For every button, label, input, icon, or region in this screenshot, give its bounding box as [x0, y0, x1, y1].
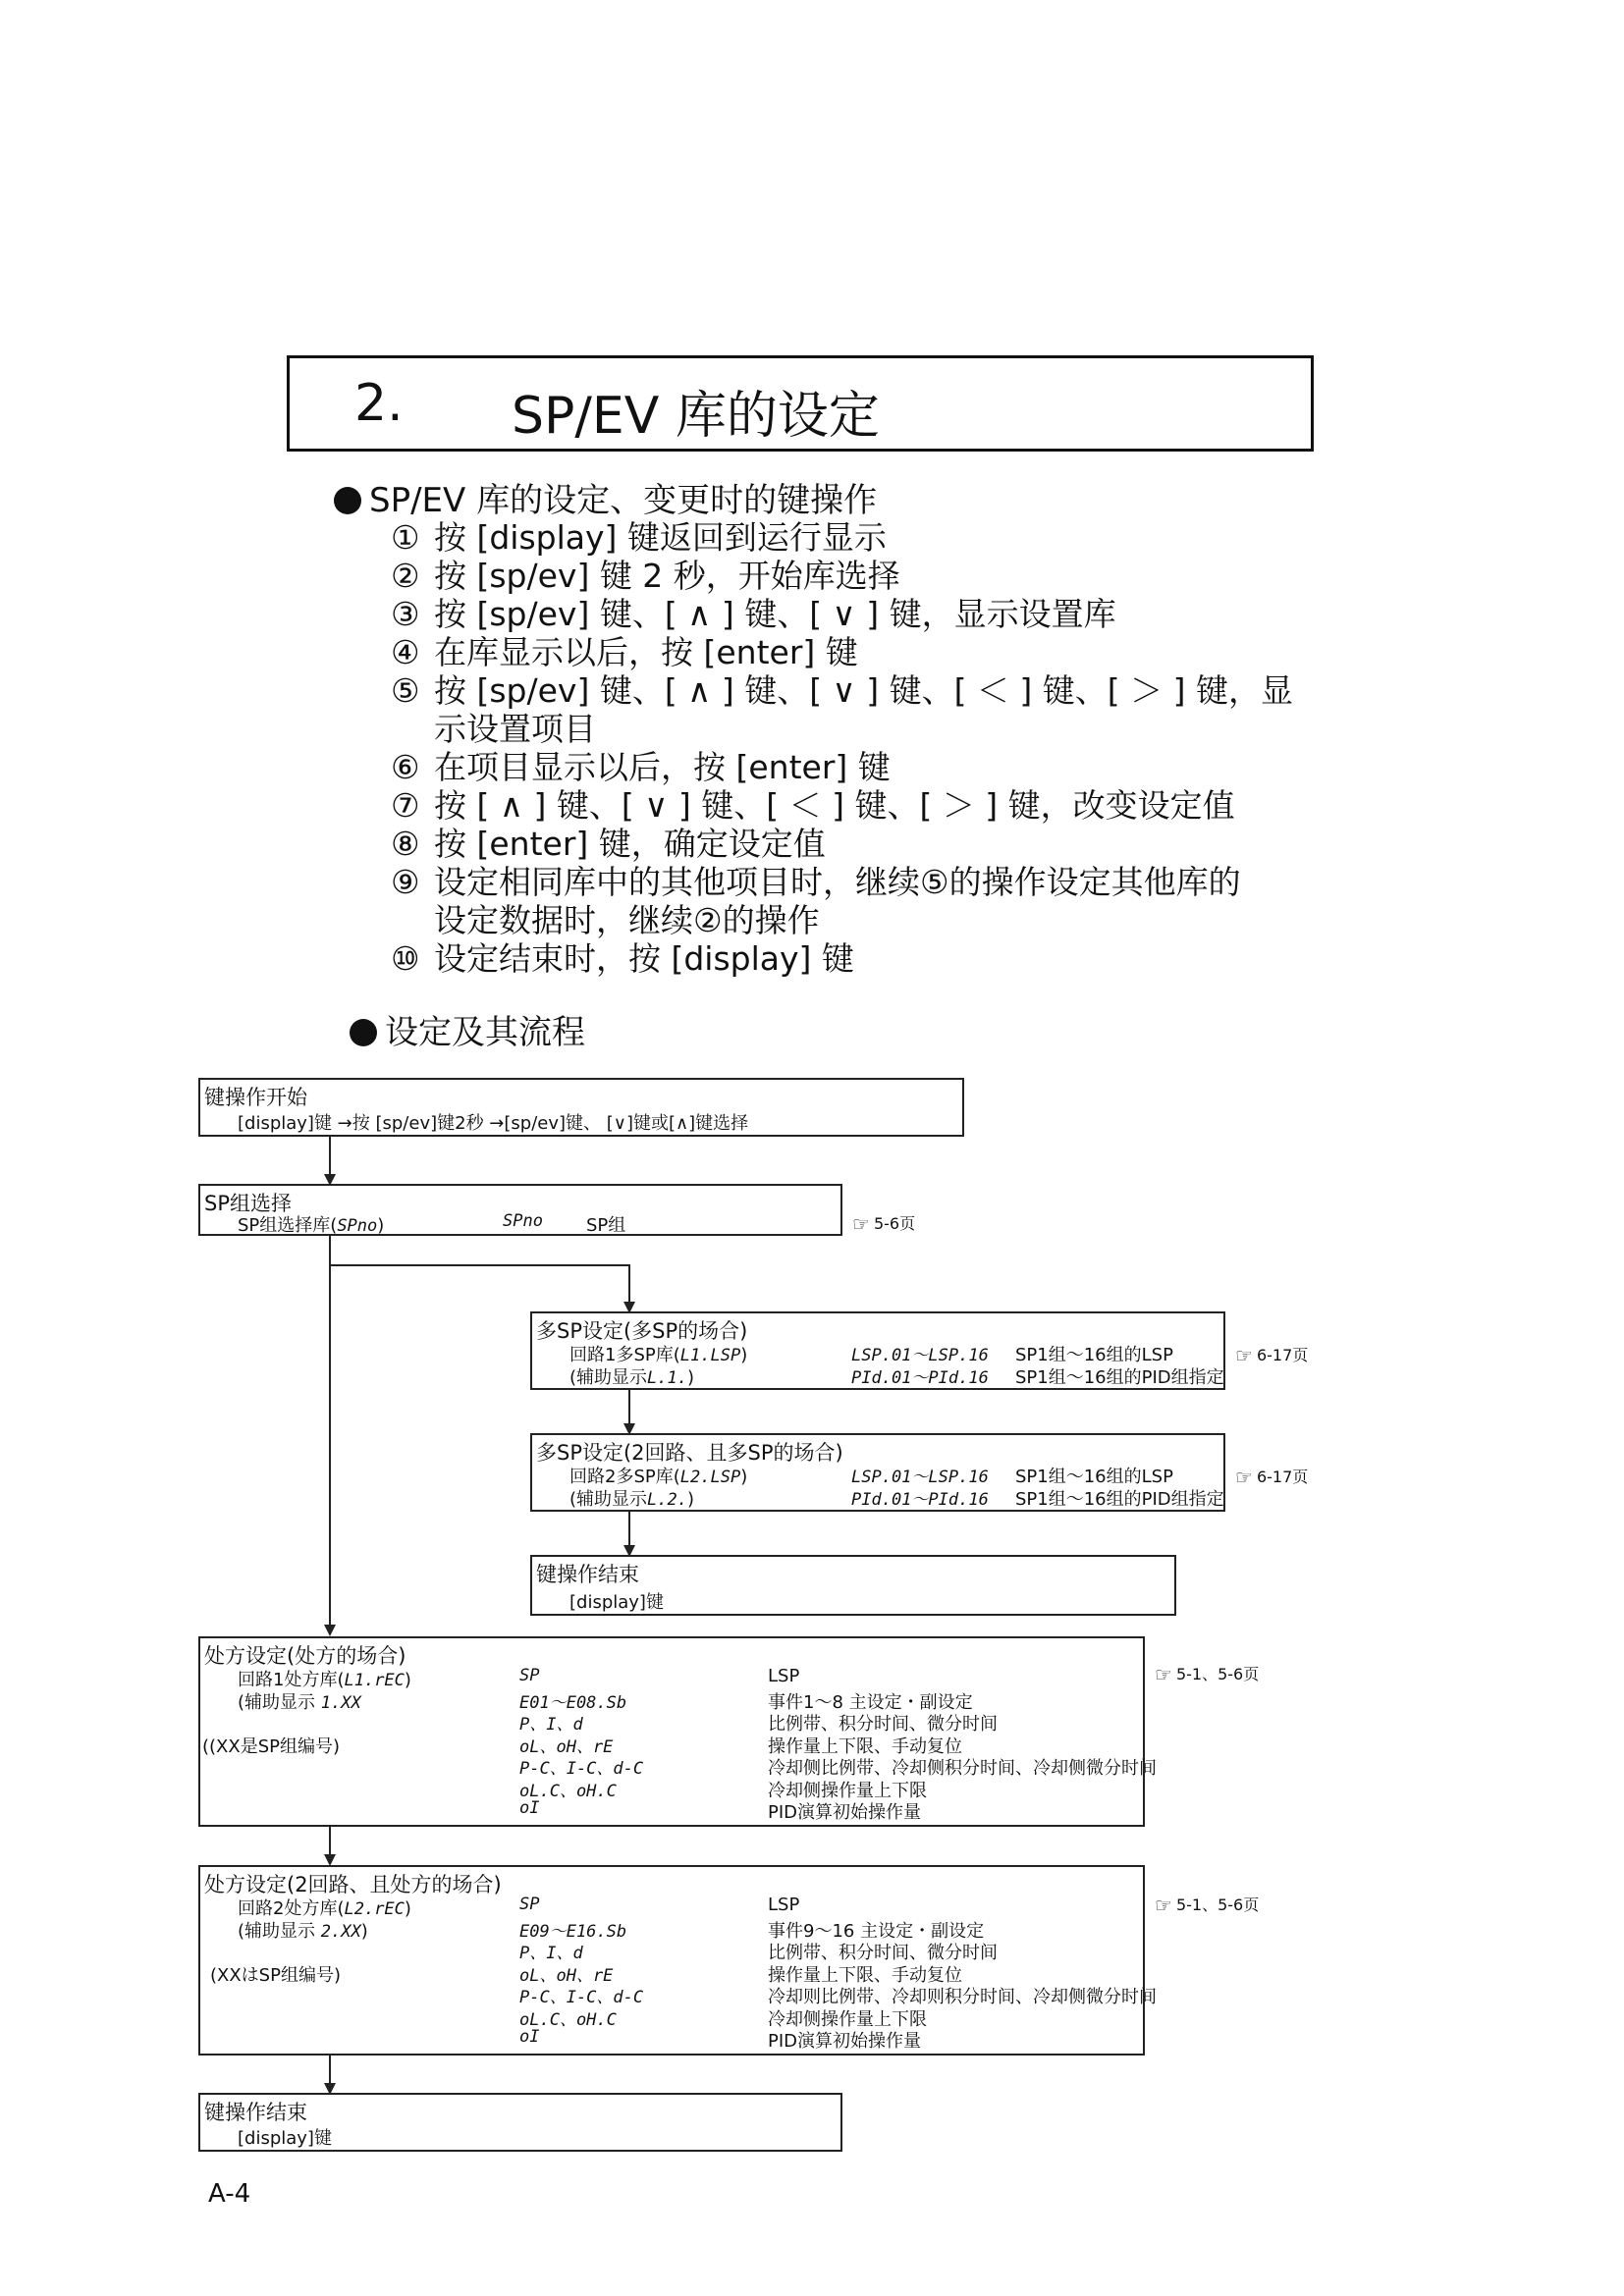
step-9: ⑨ 设定相同库中的其他项目时，继续⑤的操作设定其他库的 [391, 863, 1241, 901]
sp-group-desc: SP组 [586, 1215, 626, 1236]
recipe2-left-label: 回路2处方库(L2.rEC) [238, 1898, 411, 1919]
end2-title: 键操作结束 [204, 2101, 307, 2124]
recipe2-desc: LSP [768, 1895, 800, 1915]
step-8: ⑧ 按 [enter] 键，确定设定值 [391, 825, 826, 863]
sp-group-ref: ☞ 5-6页 [852, 1212, 916, 1236]
sp-group-label: SP组选择库(SPno) [238, 1215, 385, 1236]
key-op-end-box-2 [198, 2093, 842, 2152]
connector [628, 1390, 630, 1425]
recipe1-note: ((XX是SP组编号) [202, 1736, 341, 1757]
section-title-box [287, 355, 1314, 452]
connector [329, 2056, 331, 2085]
recipe2-lcd: E09～E16.Sb [519, 1922, 627, 1942]
recipe2-lcd: P、I、d [519, 1944, 583, 1963]
flow-start-line: [display]键 →按 [sp/ev]键2秒 →[sp/ev]键、 [∨]键或[∧]键选择 [238, 1113, 749, 1134]
connector [628, 1264, 630, 1304]
end1-line: [display]键 [569, 1592, 664, 1613]
connector [628, 1512, 630, 1547]
multi-sp2-ref: ☞ 6-17页 [1235, 1466, 1309, 1489]
recipe1-title: 处方设定(处方的场合) [204, 1644, 406, 1668]
recipe2-lcd: oI [519, 2027, 540, 2047]
recipe1-desc: 操作量上下限、手动复位 [768, 1736, 962, 1757]
step-5-cont: 示设置项目 [434, 710, 596, 748]
section-title: SP/EV 库的设定 [512, 387, 880, 446]
recipe1-desc: PID演算初始操作量 [768, 1802, 922, 1823]
end2-line: [display]键 [238, 2128, 332, 2149]
step-7: ⑦ 按 [ ∧ ] 键、[ ∨ ] 键、[ ＜ ] 键、[ ＞ ] 键，改变设定值 [391, 786, 1235, 825]
bullet-icon [350, 1019, 377, 1046]
recipe1-left-label: 回路1处方库(L1.rEC) [238, 1670, 411, 1690]
recipe1-lcd: E01～E08.Sb [519, 1693, 627, 1713]
multi-sp1-lcd: LSP.01～LSP.16 [851, 1346, 989, 1365]
recipe2-title: 处方设定(2回路、且处方的场合) [204, 1873, 502, 1896]
pointing-hand-icon: ☞ [1235, 1466, 1253, 1489]
recipe2-lcd: P-C、I-C、d-C [519, 1988, 644, 2007]
recipe1-lcd: oL.C、oH.C [519, 1782, 617, 1801]
pointing-hand-icon: ☞ [1155, 1663, 1172, 1686]
multi-sp1-row-label: 回路1多SP库(L1.LSP) [569, 1345, 748, 1365]
multi-sp1-desc: SP1组～16组的LSP [1015, 1345, 1173, 1365]
recipe1-lcd: oL、oH、rE [519, 1737, 614, 1757]
recipe1-lcd: oI [519, 1798, 540, 1818]
trunk-connector [329, 1236, 331, 1627]
multi-sp2-title: 多SP设定(2回路、且多SP的场合) [536, 1441, 843, 1465]
end1-title: 键操作结束 [536, 1563, 639, 1586]
multi-sp-loop1-box [530, 1311, 1225, 1390]
page-number: A-4 [208, 2179, 251, 2209]
recipe-loop2-box [198, 1865, 1157, 2056]
recipe1-lcd: P-C、I-C、d-C [519, 1759, 644, 1779]
recipe1-desc: 冷却侧操作量上下限 [768, 1781, 927, 1801]
step-6: ⑥ 在项目显示以后，按 [enter] 键 [391, 748, 891, 786]
section-number: 2. [354, 374, 404, 433]
step-9-cont: 设定数据时，继续②的操作 [434, 901, 820, 939]
recipe1-lcd: P、I、d [519, 1715, 583, 1735]
multi-sp1-ref: ☞ 6-17页 [1235, 1344, 1309, 1367]
multi-sp2-lcd: LSP.01～LSP.16 [851, 1468, 989, 1487]
recipe1-lcd: SP [519, 1666, 540, 1685]
multi-sp2-desc: SP1组～16组的LSP [1015, 1467, 1173, 1487]
multi-sp1-lcd: PId.01～PId.16 [851, 1368, 989, 1388]
multi-sp2-desc: SP1组～16组的PID组指定 [1015, 1489, 1224, 1510]
step-1: ① 按 [display] 键返回到运行显示 [391, 518, 887, 557]
sp-group-lcd: SPno [503, 1211, 543, 1231]
step-3: ③ 按 [sp/ev] 键、[ ∧ ] 键、[ ∨ ] 键，显示设置库 [391, 595, 1116, 633]
multi-sp1-row-label: (辅助显示L.1.) [569, 1367, 695, 1388]
recipe2-left-label: (辅助显示 2.XX) [238, 1921, 368, 1942]
recipe1-desc: LSP [768, 1666, 800, 1686]
recipe2-desc: 冷却则比例带、冷却则积分时间、冷却侧微分时间 [768, 1987, 1157, 2007]
flow-heading: 设定及其流程 [350, 1005, 585, 1053]
recipe2-desc: 操作量上下限、手动复位 [768, 1965, 962, 1986]
multi-sp1-title: 多SP设定(多SP的场合) [536, 1319, 748, 1343]
recipe2-lcd: SP [519, 1895, 540, 1914]
multi-sp2-row-label: (辅助显示L.2.) [569, 1489, 695, 1510]
flow-start-title: 键操作开始 [204, 1086, 307, 1109]
recipe1-left-label: (辅助显示 1.XX [238, 1692, 361, 1713]
recipe2-lcd: oL.C、oH.C [519, 2010, 617, 2030]
recipe1-desc: 事件1～8 主设定・副设定 [768, 1692, 973, 1713]
multi-sp2-row-label: 回路2多SP库(L2.LSP) [569, 1467, 748, 1487]
recipe1-desc: 冷却侧比例带、冷却侧积分时间、冷却侧微分时间 [768, 1758, 1157, 1779]
flow-start-box [198, 1078, 964, 1137]
step-4: ④ 在库显示以后，按 [enter] 键 [391, 633, 858, 671]
multi-sp-loop2-box [530, 1433, 1225, 1512]
recipe2-lcd: oL、oH、rE [519, 1966, 614, 1986]
bullet-icon [334, 487, 361, 514]
pointing-hand-icon: ☞ [852, 1212, 870, 1236]
step-5: ⑤ 按 [sp/ev] 键、[ ∧ ] 键、[ ∨ ] 键、[ ＜ ] 键、[ ＞ ] 键，显 [391, 671, 1293, 710]
step-10: ⑩ 设定结束时，按 [display] 键 [391, 939, 854, 978]
step-2: ② 按 [sp/ev] 键 2 秒，开始库选择 [391, 557, 900, 595]
recipe2-desc: 比例带、积分时间、微分时间 [768, 1943, 998, 1963]
multi-sp2-lcd: PId.01～PId.16 [851, 1490, 989, 1510]
key-operation-heading: SP/EV 库的设定、变更时的键操作 [334, 473, 877, 521]
pointing-hand-icon: ☞ [1235, 1344, 1253, 1367]
recipe2-ref: ☞ 5-1、5-6页 [1155, 1894, 1260, 1917]
recipe-loop1-box [198, 1636, 1157, 1827]
recipe2-desc: 冷却侧操作量上下限 [768, 2009, 927, 2030]
connector [329, 1137, 331, 1176]
recipe2-desc: 事件9～16 主设定・副设定 [768, 1921, 985, 1942]
recipe2-desc: PID演算初始操作量 [768, 2031, 922, 2052]
arrow-down-icon [324, 1625, 336, 1636]
connector [329, 1827, 331, 1856]
key-op-end-box-1 [530, 1555, 1176, 1616]
sp-group-select-box [198, 1184, 842, 1236]
multi-sp1-desc: SP1组～16组的PID组指定 [1015, 1367, 1224, 1388]
recipe2-note: (XXはSP组编号) [210, 1965, 341, 1986]
branch-connector [329, 1264, 629, 1266]
pointing-hand-icon: ☞ [1155, 1894, 1172, 1917]
recipe1-desc: 比例带、积分时间、微分时间 [768, 1714, 998, 1735]
sp-group-title: SP组选择 [204, 1192, 292, 1215]
recipe1-ref: ☞ 5-1、5-6页 [1155, 1663, 1260, 1686]
